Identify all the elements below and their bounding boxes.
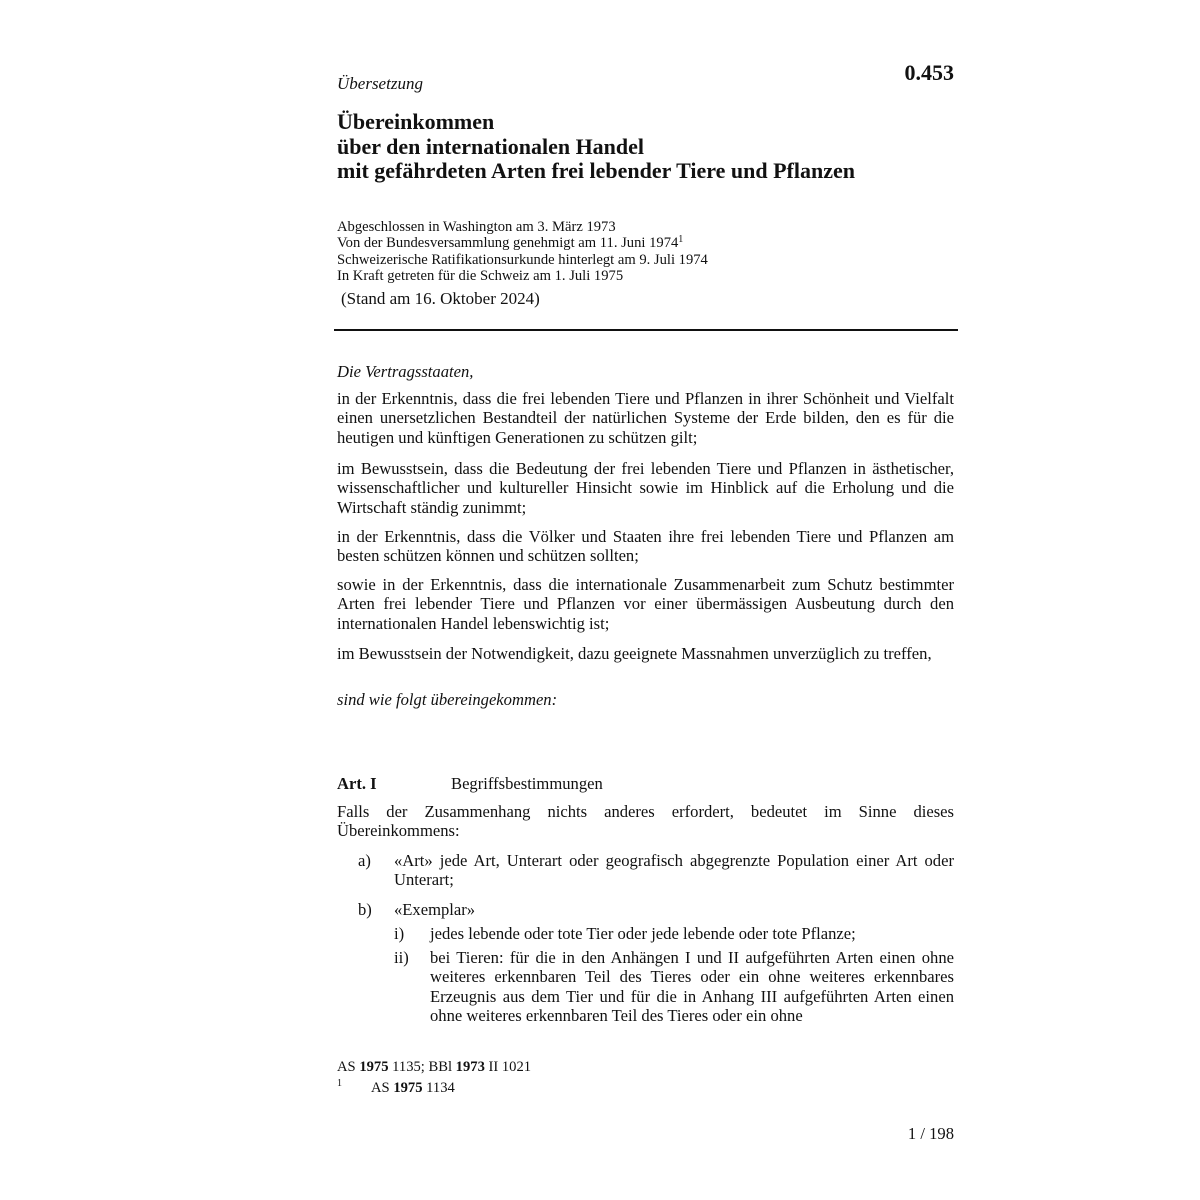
sublist-item-ii: bei Tieren: für die in den Anhängen I und II aufgeführten Arten einen ohne weiteres erkennbaren Teil des Tieres oder ein ohne weiteres erkennbares Erzeugnis aus dem Tier und für die in Anhang III aufgeführten Arten einen ohne weiteres erkennbaren Teil des Tieres oder ein ohne	[430, 948, 954, 1025]
footnote-1: AS 1975 1134	[371, 1080, 455, 1096]
status-date: (Stand am 16. Oktober 2024)	[341, 289, 540, 308]
page-number: 1 / 198	[907, 1124, 954, 1143]
preamble-paragraph-3: in der Erkenntnis, dass die Völker und Staaten ihre frei lebenden Tiere und Pflanzen am besten schützen können und schützen sollten;	[337, 527, 954, 566]
article-intro: Falls der Zusammenhang nichts anderes erfordert, bedeutet im Sinne dieses Übereinkommens:	[337, 802, 954, 841]
meta-ratification: Schweizerische Ratifikationsurkunde hinterlegt am 9. Juli 1974	[337, 251, 708, 268]
source-footnote: AS 1975 1135; BBl 1973 II 1021	[337, 1059, 532, 1075]
preamble-paragraph-2: im Bewusstsein, dass die Bedeutung der frei lebenden Tiere und Pflanzen in ästhetischer, wissenschaftlicher und kultureller Hinsicht sowie im Hinblick auf die Erholung und die Wirtschaft ständig zunimmt;	[337, 459, 954, 517]
translation-label: Übersetzung	[337, 74, 423, 93]
list-label-a: a)	[358, 851, 371, 870]
article-title: Begriffsbestimmungen	[451, 774, 603, 793]
list-item-b: «Exemplar»	[394, 900, 476, 919]
title-line-3: mit gefährdeten Arten frei lebender Tiere und Pflanzen	[337, 158, 855, 183]
title-line-1: Übereinkommen	[337, 109, 495, 134]
meta-approved: Von der Bundesversammlung genehmigt am 11. Juni 1974	[337, 235, 679, 252]
document-metadata	[337, 219, 708, 285]
meta-approved-line	[337, 235, 708, 251]
header-divider	[334, 329, 958, 331]
sublist-label-i: i)	[394, 924, 405, 943]
list-label-b: b)	[358, 900, 372, 919]
preamble-intro: Die Vertragsstaaten,	[337, 362, 474, 381]
list-item-a: «Art» jede Art, Unterart oder geografisch abgegrenzte Population einer Art oder Unterart;	[394, 851, 954, 890]
footnote-ref-1[interactable]: 1	[678, 234, 684, 246]
sublist-label-ii: ii)	[394, 948, 409, 967]
meta-concluded: Abgeschlossen in Washington am 3. März 1973	[337, 219, 616, 235]
preamble-paragraph-5: im Bewusstsein der Notwendigkeit, dazu geeignete Massnahmen unverzüglich zu treffen,	[337, 644, 932, 663]
footnote-1-mark: 1	[337, 1078, 342, 1089]
preamble-paragraph-1: in der Erkenntnis, dass die frei lebenden Tiere und Pflanzen in ihrer Schönheit und Vielfalt einen unersetzlichen Bestandteil der natürlichen Systeme der Erde bilden, den es für die heutigen und künftigen Generationen zu schützen gilt;	[337, 389, 954, 447]
title-line-2: über den internationalen Handel	[337, 133, 645, 159]
document-title	[337, 110, 977, 184]
sublist-item-i: jedes lebende oder tote Tier oder jede lebende oder tote Pflanze;	[430, 924, 856, 943]
sr-number: 0.453	[904, 60, 954, 85]
meta-in-force: In Kraft getreten für die Schweiz am 1. Juli 1975	[337, 268, 624, 285]
article-number: Art. I	[337, 774, 377, 793]
preamble-closing: sind wie folgt übereingekommen:	[337, 690, 558, 709]
preamble-paragraph-4: sowie in der Erkenntnis, dass die internationale Zusammenarbeit zum Schutz bestimmter Arten frei lebender Tiere und Pflanzen vor einer übermässigen Ausbeutung durch den internationalen Handel lebenswichtig ist;	[337, 575, 954, 633]
